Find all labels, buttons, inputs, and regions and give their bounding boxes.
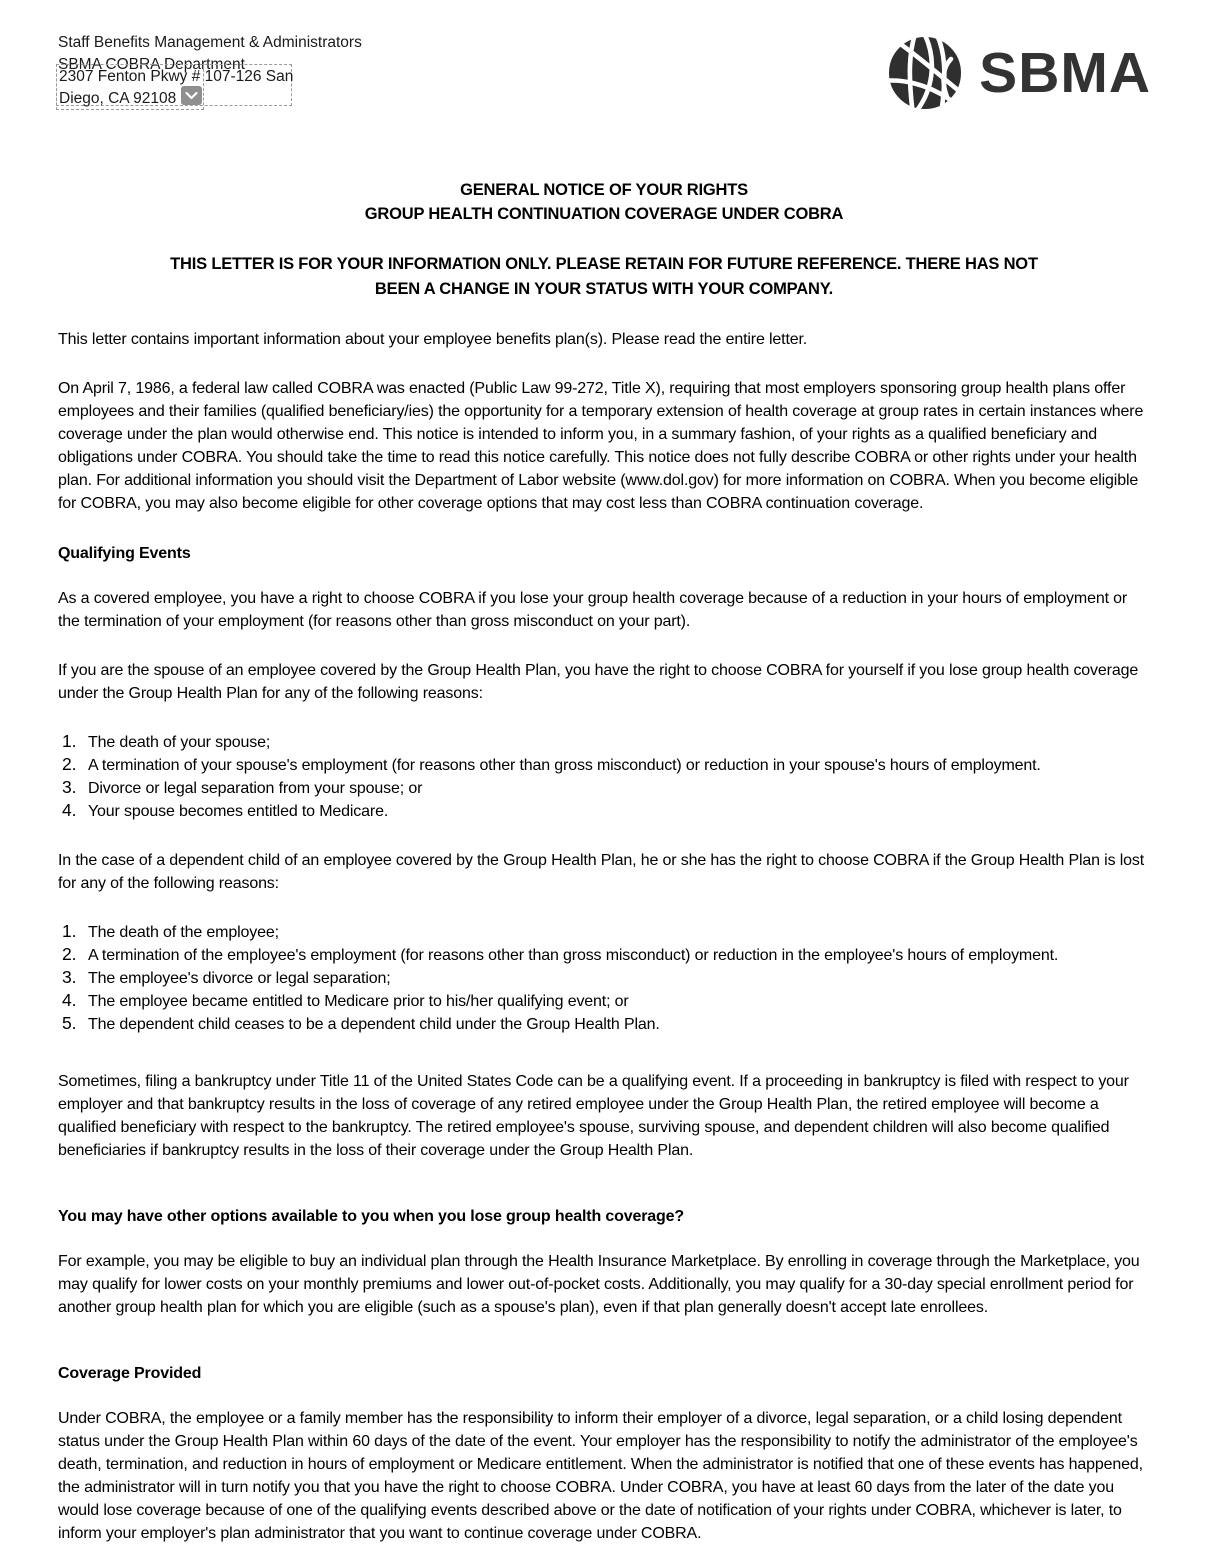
spacer xyxy=(58,351,1150,377)
sender-company-name: Staff Benefits Management & Administrators xyxy=(58,34,362,51)
sbma-wordmark: SBMA xyxy=(979,40,1151,105)
covered-employee-paragraph: As a covered employee, you have a right to choose COBRA if you lose your group health coverage because of a reduction in your hours of employment or the termination of your employment (for reasons other than gross misconduct on your part). xyxy=(58,590,1128,630)
spacer xyxy=(58,565,1150,587)
spouse-intro-paragraph: If you are the spouse of an employee covered by the Group Health Plan, you have the right to choose COBRA for yourself if you lose group health coverage under the Group Health Plan for any of the following reasons: xyxy=(58,662,1139,702)
section-heading-other-options: You may have other options available to you when you lose group health coverage? xyxy=(58,1208,685,1225)
spacer xyxy=(58,823,1150,849)
section-heading-coverage-provided: Coverage Provided xyxy=(58,1365,202,1382)
section-heading-qualifying-events: Qualifying Events xyxy=(58,545,191,562)
list-item: A termination of the employee's employment (for reasons other than gross misconduct) or reduction in the employee's hours of employment. xyxy=(88,947,1059,964)
dependent-child-intro-paragraph: In the case of a dependent child of an employee covered by the Group Health Plan, he or she has the right to choose COBRA if the Group Health Plan is lost for any of the following reasons: xyxy=(58,852,1145,892)
intro-paragraph: This letter contains important information about your employee benefits plan(s). Please read the entire letter. xyxy=(58,331,808,348)
spacer xyxy=(58,1228,1150,1250)
spacer xyxy=(58,226,1150,252)
address-line-1: 2307 Fenton Pkwy # 107-126 San xyxy=(59,68,294,85)
list-item: The employee's divorce or legal separation; xyxy=(88,970,391,987)
spouse-reasons-list xyxy=(58,731,1150,823)
letter-header xyxy=(0,0,1213,130)
list-item: The death of the employee; xyxy=(88,924,279,941)
spacer xyxy=(58,705,1150,731)
list-item: The employee became entitled to Medicare prior to his/her qualifying event; or xyxy=(88,993,629,1010)
spacer xyxy=(58,515,1150,543)
title-line-2: GROUP HEALTH CONTINUATION COVERAGE UNDER COBRA xyxy=(364,205,844,223)
title-line-1: GENERAL NOTICE OF YOUR RIGHTS xyxy=(460,181,748,199)
list-item: Divorce or legal separation from your spouse; or xyxy=(88,780,423,797)
document-subtitle-notice xyxy=(58,252,1150,302)
letter-body xyxy=(58,178,1150,1545)
list-item: The death of your spouse; xyxy=(88,734,271,751)
sender-street-address[interactable] xyxy=(59,66,293,110)
child-reasons-list xyxy=(58,921,1150,1036)
spacer xyxy=(58,895,1150,921)
sbma-logo xyxy=(885,33,1151,113)
cobra-history-paragraph: On April 7, 1986, a federal law called COBRA was enacted (Public Law 99-272, Title X), requiring that most employers sponsoring group health plans offer employees and their families (qualified beneficiary/ies) the opportunity for a temporary extension of health coverage at group rates in certain instances where coverage under the plan would otherwise end. This notice is intended to inform you, in a summary fashion, of your rights as a qualified beneficiary and obligations under COBRA. You should take the time to read this notice carefully. This notice does not fully describe COBRA or other rights under your health plan. For additional information you should visit the Department of Labor website (www.dol.gov) for more information on COBRA. When you become eligible for COBRA, you may also become eligible for other coverage options that may cost less than COBRA continuation coverage. xyxy=(58,380,1144,512)
spacer xyxy=(58,1385,1150,1407)
bankruptcy-paragraph: Sometimes, filing a bankruptcy under Title 11 of the United States Code can be a qualifying event. If a proceeding in bankruptcy is filed with respect to your employer and that bankruptcy results in the loss of coverage of any retired employee under the Group Health Plan, the retired employee will become a qualified beneficiary with respect to the bankruptcy. The retired employee's spouse, surviving spouse, and dependent children will also become qualified beneficiaries if bankruptcy results in the loss of their coverage under the Group Health Plan. xyxy=(58,1073,1129,1159)
spacer xyxy=(58,302,1150,328)
marketplace-paragraph: For example, you may be eligible to buy an individual plan through the Health Insurance Marketplace. By enrolling in coverage through the Marketplace, you may qualify for lower costs on your monthly premiums and lower out-of-pocket costs. Additionally, you may qualify for a 30-day special enrollment period for another group health plan for which you are eligible (such as a spouse's plan), even if that plan generally doesn't accept late enrollees. xyxy=(58,1253,1140,1316)
list-item: The dependent child ceases to be a dependent child under the Group Health Plan. xyxy=(88,1016,660,1033)
sbma-globe-logo-icon xyxy=(885,33,965,113)
spacer xyxy=(58,1036,1150,1070)
chevron-down-icon[interactable] xyxy=(181,86,202,105)
spacer xyxy=(58,1319,1150,1363)
list-item: Your spouse becomes entitled to Medicare. xyxy=(88,803,389,820)
coverage-provided-paragraph: Under COBRA, the employee or a family member has the responsibility to inform their employer of a divorce, legal separation, or a child losing dependent status under the Group Health Plan within 60 days of the date of the event. Your employer has the responsibility to notify the administrator of the employee's death, termination, and reduction in hours of employment or Medicare entitlement. When the administrator is notified that one of these events has happened, the administrator will in turn notify you that you have the right to choose COBRA. Under COBRA, you have at least 60 days from the later of the date you would lose coverage because of one of the qualifying events described above or the date of notification of your rights under COBRA, whichever is later, to inform your employer's plan administrator that you want to continue coverage under COBRA. xyxy=(58,1410,1143,1542)
spacer xyxy=(58,1162,1150,1206)
spacer xyxy=(58,633,1150,659)
address-line-2: Diego, CA 92108 xyxy=(59,90,177,107)
sender-department-name: SBMA COBRA Department xyxy=(58,56,245,73)
list-item: A termination of your spouse's employment (for reasons other than gross misconduct) or reduction in your spouse's hours of employment. xyxy=(88,757,1041,774)
document-title xyxy=(58,178,1150,226)
subtitle-line-2: BEEN A CHANGE IN YOUR STATUS WITH YOUR COMPANY. xyxy=(374,280,834,298)
subtitle-line-1: THIS LETTER IS FOR YOUR INFORMATION ONLY. PLEASE RETAIN FOR FUTURE REFERENCE. THERE HAS NOT xyxy=(170,255,1038,273)
